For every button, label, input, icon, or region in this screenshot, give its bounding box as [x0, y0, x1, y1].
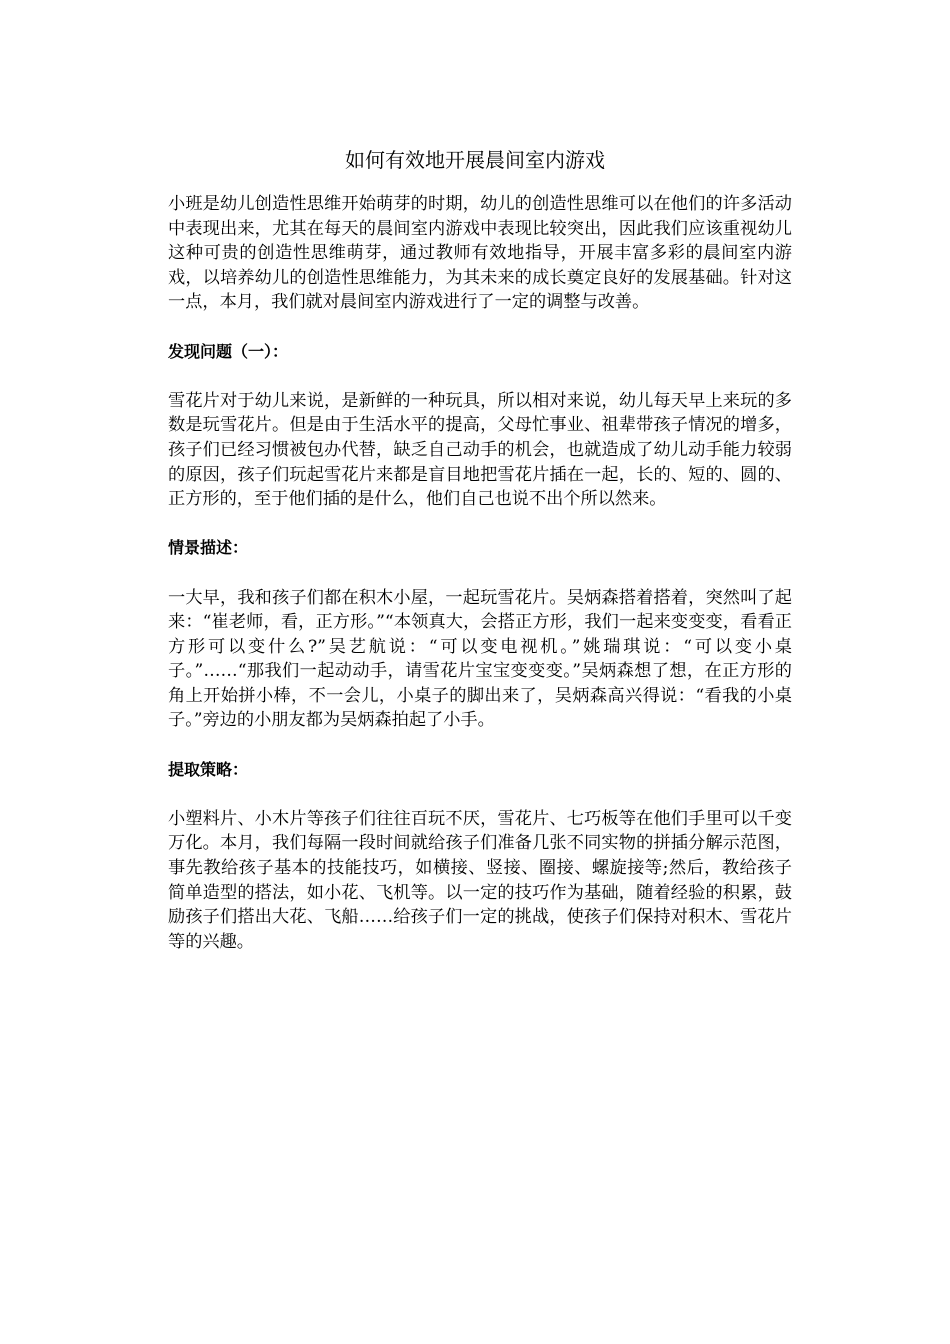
section-paragraph-problem: 雪花片对于幼儿来说，是新鲜的一种玩具，所以相对来说，幼儿每天早上来玩的多数是玩雪花片。但是由于生活水平的提高，父母忙事业、祖辈带孩子情况的增多，孩子们已经习惯被包办代替，缺乏自己动手的机会，也就造成了幼儿动手能力较弱的原因，孩子们玩起雪花片来都是盲目地把雪花片插在一起，长的、短的、圆的、正方形的，至于他们插的是什么，他们自己也说不出个所以然来。	[168, 390, 792, 510]
section-paragraph-scenario: 一大早，我和孩子们都在积木小屋，一起玩雪花片。吴炳森搭着搭着，突然叫了起来：“崔老师，看，正方形。”“本领真大，会搭正方形，我们一起来变变变，看看正方形可以变什么?”吴艺航说：“可以变电视机。”姚瑞琪说：“可以变小桌子。”……“那我们一起动动手，请雪花片宝宝变变变。”吴炳森想了想，在正方形的角上开始拼小棒，不一会儿，小桌子的脚出来了，吴炳森高兴得说：“看我的小桌子。”旁边的小朋友都为吴炳森拍起了小手。	[168, 587, 792, 731]
section-heading-strategy: 提取策略：	[168, 759, 249, 779]
section-paragraph-strategy: 小塑料片、小木片等孩子们往往百玩不厌，雪花片、七巧板等在他们手里可以千变万化。本月，我们每隔一段时间就给孩子们准备几张不同实物的拼插分解示范图，事先教给孩子基本的技能技巧，如横接、竖接、圈接、螺旋接等;然后，教给孩子简单造型的搭法，如小花、飞机等。以一定的技巧作为基础，随着经验的积累，鼓励孩子们搭出大花、飞船……给孩子们一定的挑战，使孩子们保持对积木、雪花片等的兴趣。	[168, 808, 792, 952]
document-title: 如何有效地开展晨间室内游戏	[345, 148, 605, 172]
section-heading-problem: 发现问题（一）：	[168, 341, 289, 361]
section-heading-scenario: 情景描述：	[168, 538, 249, 558]
document-body	[168, 192, 792, 979]
intro-paragraph: 小班是幼儿创造性思维开始萌芽的时期，幼儿的创造性思维可以在他们的许多活动中表现出来，尤其在每天的晨间室内游戏中表现比较突出，因此我们应该重视幼儿这种可贵的创造性思维萌芽，通过教师有效地指导，开展丰富多彩的晨间室内游戏，以培养幼儿的创造性思维能力，为其未来的成长奠定良好的发展基础。针对这一点，本月，我们就对晨间室内游戏进行了一定的调整与改善。	[168, 194, 792, 313]
